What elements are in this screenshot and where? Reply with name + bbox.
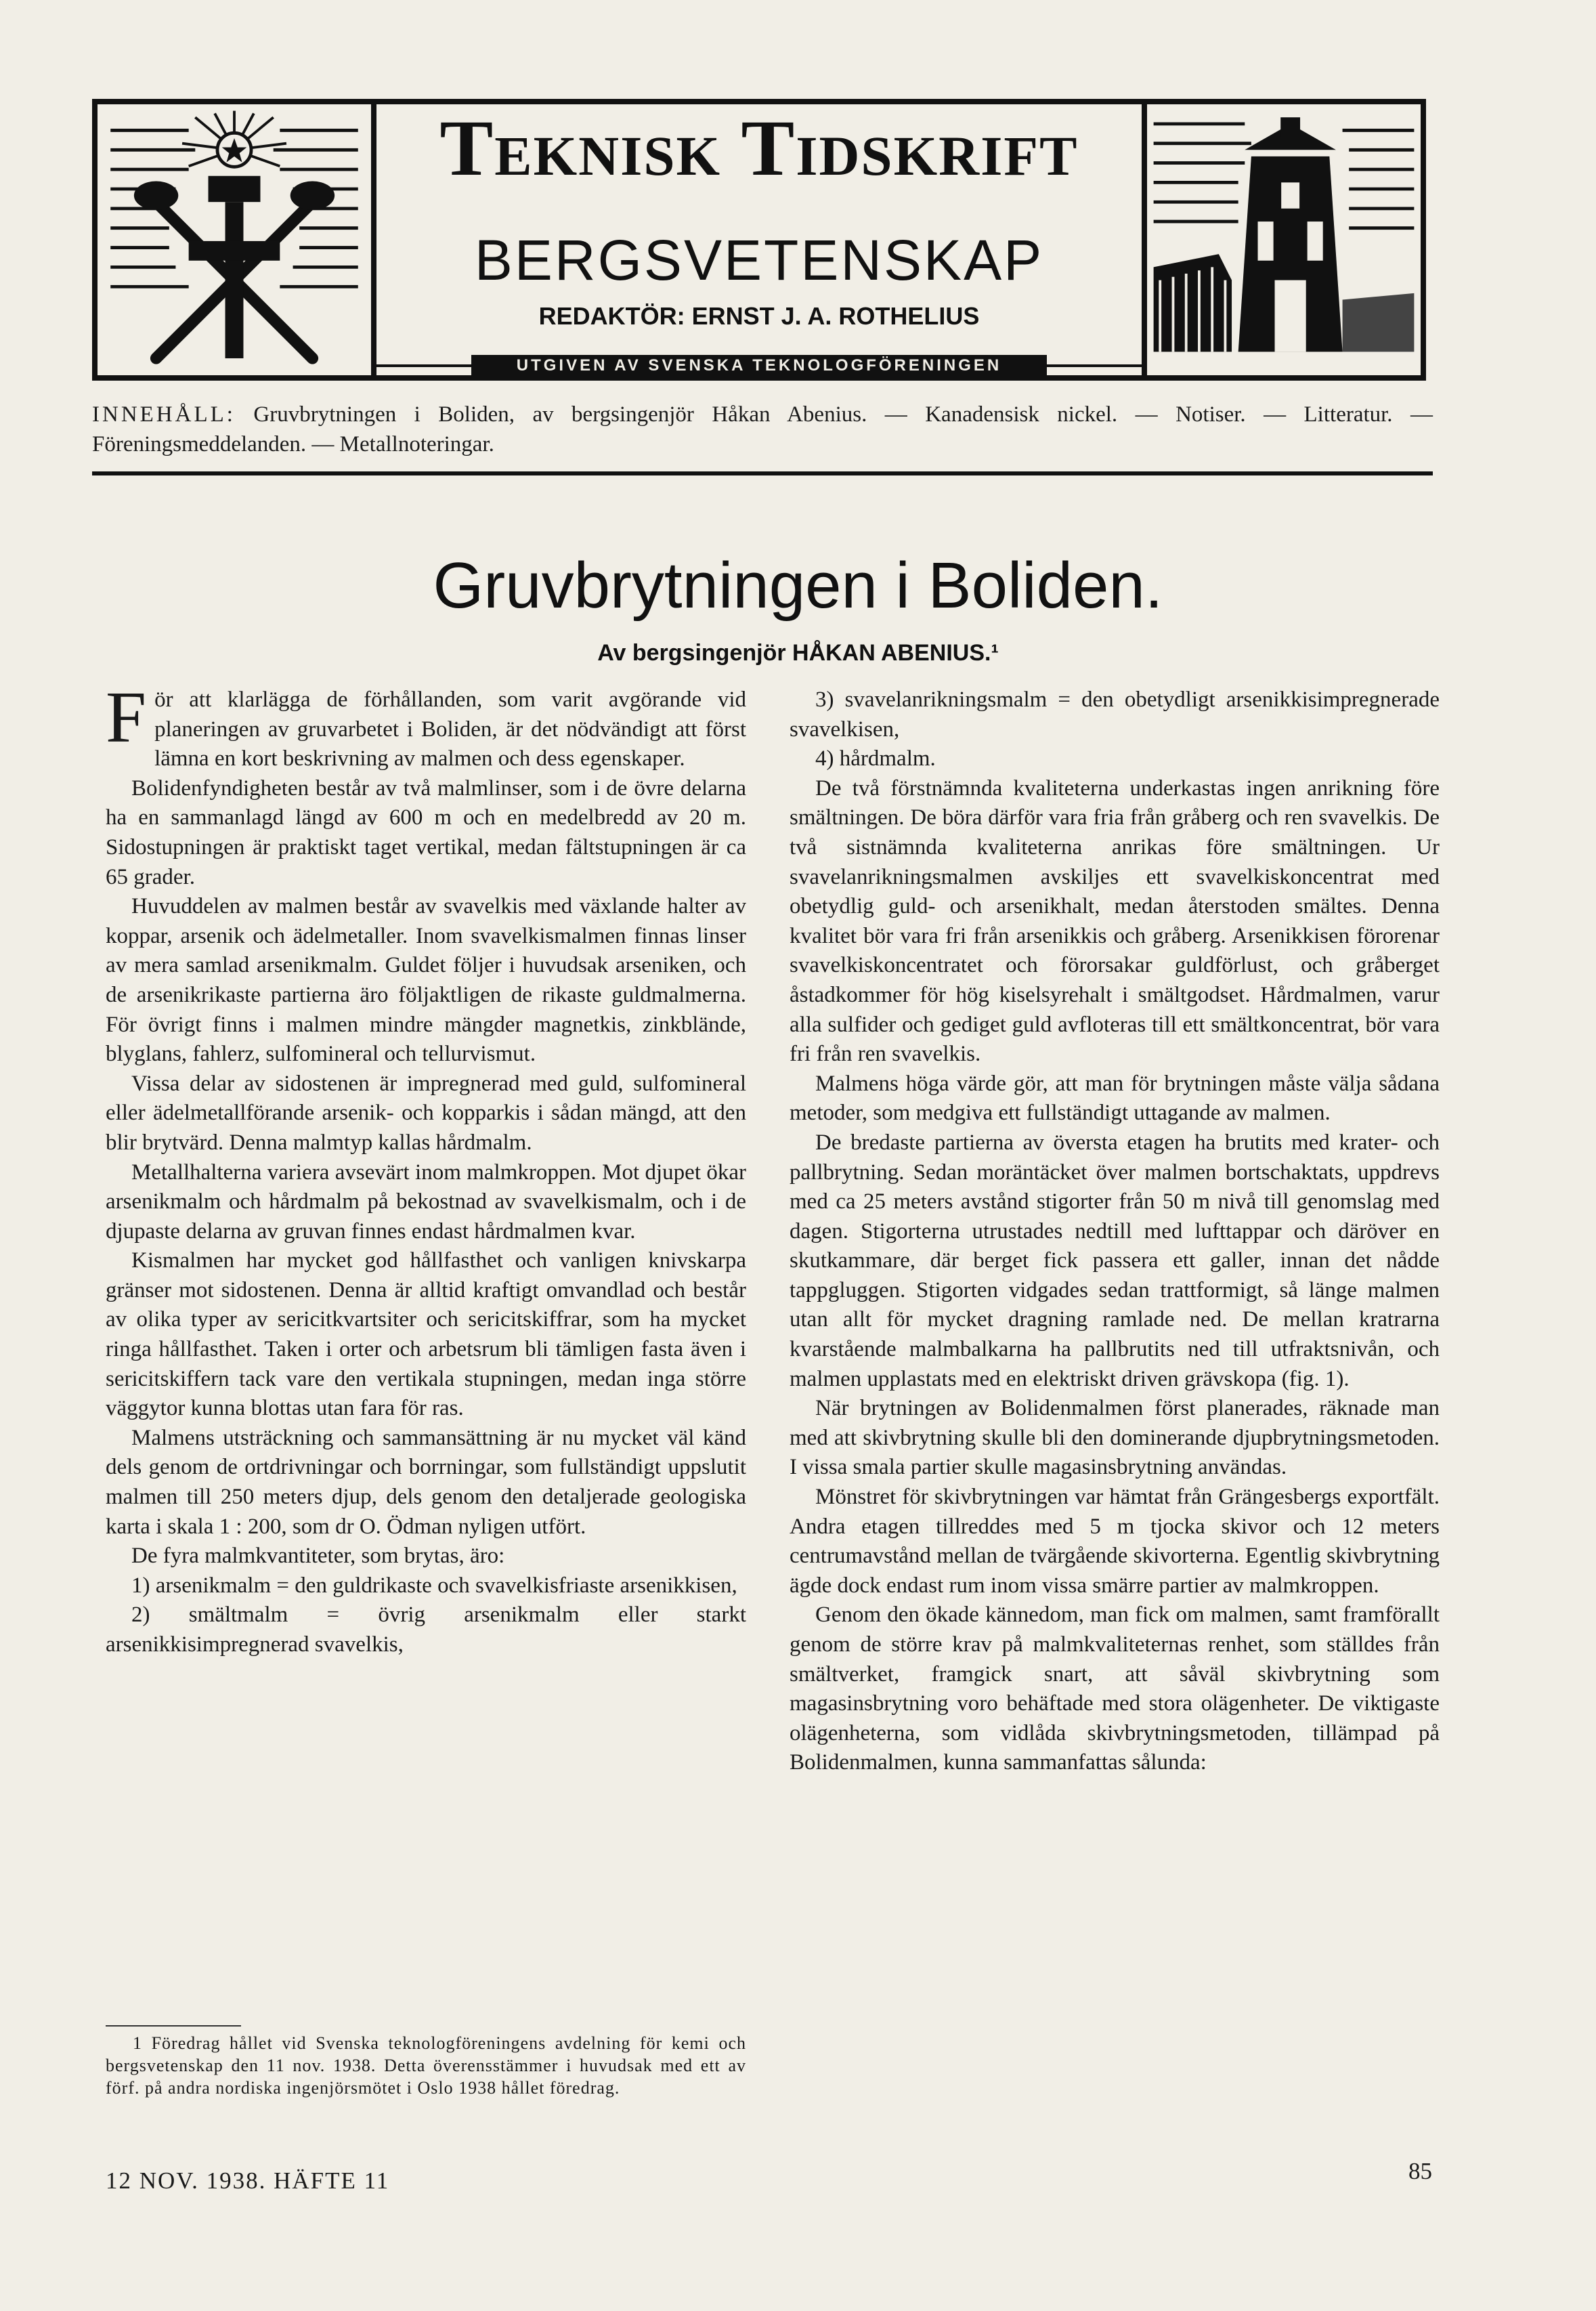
article-byline: Av bergsingenjör HÅKAN ABENIUS.¹ (597, 640, 999, 666)
list-item: 4) hårdmalm. (815, 746, 936, 771)
contents-text: Gruvbrytningen i Boliden, av bergsingenjör Håkan Abenius. — Kanadensisk nickel. — Notiser. — Litteratur. — Föreningsmeddelanden. — Metallnoteringar. (92, 402, 1433, 457)
footnote-text: 1 Föredrag hållet vid Svenska teknologföreningens avdelning för kemi och bergsvetenskap den 11 nov. 1938. Detta överensstämmer i huvudsak med ett av förf. på andra nordiska ingenjörsmötet i Oslo 1938 hållet föredrag. (106, 2033, 746, 2098)
paragraph: Metallhalterna variera avsevärt inom malmkroppen. Mot djupet ökar arsenikmalm och hårdmalm på bekostnad av svavelkismalm, och i de djupaste delarna av gruvan finnes endast hårdmalmen kvar. (106, 1160, 746, 1244)
masthead (92, 99, 1426, 381)
paragraph: Huvuddelen av malmen består av svavelkis med växlande halter av koppar, arsenik och ädelmetaller. Inom svavelkismalmen finnas linser av mera samlad arsenikmalm. Guldet följer i huvudsak arseniken, och de arsenikrikaste partierna äro följaktligen de rikaste guldmalmerna. För övrigt finns i malmen mindre mängder magnetkis, zinkblände, blyglans, fahlerz, sulfomineral och tellurvismut. (106, 894, 746, 1067)
editor-line: REDAKTÖR: ERNST J. A. ROTHELIUS (538, 302, 980, 330)
publisher-band-text: UTGIVEN AV SVENSKA TEKNOLOGFÖRENINGEN (471, 355, 1047, 377)
contents-divider (92, 471, 1433, 475)
paragraph: De två förstnämnda kvaliteterna underkastas ingen anrikning före smältningen. De böra därför vara fria från gråberg och ren svavelkis. De två sistnämnda kvaliteterna anrikas före smältningen. Ur svavelanrikningsmalmen avskiljes ett svavelkiskoncentrat med obetydlig guld- och arsenikhalt, medan återstoden smältes. Denna kvalitet bör vara fri från arsenikkis och gråberg. Arsenikkisen förorenar svavelkiskoncentratet och förorsakar guldförlust, och gråberget åstadkommer för hög kiselsyrehalt i smältgodset. Hårdmalmen, varur alla sulfider och gediget guld avfloteras till ett smältkoncentrat, bör vara fri från ren svavelkis. (790, 776, 1440, 1067)
list-item: 3) svavelanrikningsmalm = den obetydligt arsenikkisimpregnerade svavelkisen, (790, 687, 1440, 742)
publisher-band (92, 351, 1426, 381)
paragraph: Mönstret för skivbrytningen var hämtat från Grängesbergs exportfält. Andra etagen tillreddes med 5 m tjocka skivor och 12 meters centrumavstånd mellan de tvärgående skivorterna. Egentlig skivbrytning ägde dock endast rum inom vissa smärre partier av malmkroppen. (790, 1485, 1440, 1598)
right-column (790, 685, 1440, 1778)
table-of-contents (92, 400, 1433, 459)
paragraph: För att klarlägga de förhållanden, som varit avgörande vid planeringen av gruvarbetet i Boliden, är det nödvändigt att först lämna en kort beskrivning av malmen och dess egenskaper. (106, 677, 746, 771)
list-item: 1) arsenikmalm = den guldrikaste och svavelkisfriaste arsenikkisen, (131, 1573, 737, 1598)
journal-section: BERGSVETENSKAP (474, 228, 1044, 292)
crossed-hammers-torches-emblem (92, 99, 376, 381)
paragraph: Genom den ökade kännedom, man fick om malmen, samt framförallt genom de större krav på malmkvaliteternas renhet, som ställdes från smältverket, framgick snart, att såväl skivbrytning som magasinsbrytning voro behäftade med stora olägenheter. De viktigaste olägenheterna, som vidlåda skivbrytningsmetoden, tillämpad på Bolidenmalmen, kunna sammanfattas sålunda: (790, 1603, 1440, 1775)
footnote (106, 2032, 746, 2099)
journal-title: Teknisk Tidskrift (439, 104, 1079, 192)
left-column (106, 677, 746, 1660)
paragraph: De fyra malmkvantiteter, som brytas, äro: (131, 1544, 505, 1569)
masthead-title-block (376, 99, 1142, 381)
page-number: 85 (1408, 2158, 1432, 2184)
paragraph: Vissa delar av sidostenen är impregnerad med guld, sulfomineral eller ädelmetallförande arsenik- och kopparkis i sådan mängd, att den blir brytvärd. Denna malmtyp kallas hårdmalm. (106, 1071, 746, 1155)
list-item: 2) smältmalm = övrig arsenikmalm eller starkt arsenikkisimpregnerad svavelkis, (106, 1603, 746, 1657)
article-title: Gruvbrytningen i Boliden. (433, 549, 1163, 622)
mine-headframe-illustration (1142, 99, 1426, 381)
paragraph: De bredaste partierna av översta etagen ha brutits med krater- och pallbrytning. Sedan moräntäcket över malmen bortschaktats, uppdrevs med ca 25 meters avstånd stigorter från 50 m nivå till genomslag med dagen. Stigorterna utrustades nedtill med lufttappar och däröver en skutkammare, där berget fick passera ett galler, innan det nådde tappgluggen. Stigorten vidgades sedan trattformigt, så länge malmen utan allt för mycket dragning ramlade ned. De mellan kratrarna kvarstående malmbalkarna ha pallbrutits ned till utfraktsnivån, och malmen upplastats med en elektriskt driven grävskopa (fig. 1). (790, 1130, 1440, 1391)
drop-cap: F (106, 677, 147, 758)
paragraph: Malmens utsträckning och sammansättning är nu mycket väl känd dels genom de ortdrivningar och borrningar, som fullständigt uppslutit malmen till 250 meters djup, dels genom den detaljerade geologiska karta i skala 1 : 200, som dr O. Ödman nyligen utfört. (106, 1425, 746, 1539)
issue-date: 12 NOV. 1938. HÄFTE 11 (106, 2167, 390, 2194)
contents-label: INNEHÅLL: (92, 402, 236, 427)
paragraph: Kismalmen har mycket god hållfasthet och vanligen knivskarpa gränser mot sidostenen. Denna är alltid kraftigt omvandlad och består av olika typer av sericitkvartsiter och sericitskiffrar, som ha mycket ringa hållfasthet. Taken i orter och arbetsrum bli tämligen fasta även i sericitskiffern tack vare den vertikala stupningen, medan inga större väggytor kunna blottas utan fara för ras. (106, 1248, 746, 1421)
paragraph: Malmens höga värde gör, att man för brytningen måste välja sådana metoder, som medgiva ett fullständigt uttagande av malmen. (790, 1071, 1440, 1126)
footnote-divider (106, 2025, 241, 2027)
paragraph: När brytningen av Bolidenmalmen först planerades, räknade man med att skivbrytning skulle bli den dominerande djupbrytningsmetoden. I vissa smala partier skulle magasinsbrytning användas. (790, 1396, 1440, 1480)
paragraph: Bolidenfyndigheten består av två malmlinser, som i de övre delarna ha en sammanlagd längd av 600 m och en medelbredd av 20 m. Sidostupningen är praktiskt taget vertikal, medan fältstupningen är ca 65 grader. (106, 776, 746, 889)
